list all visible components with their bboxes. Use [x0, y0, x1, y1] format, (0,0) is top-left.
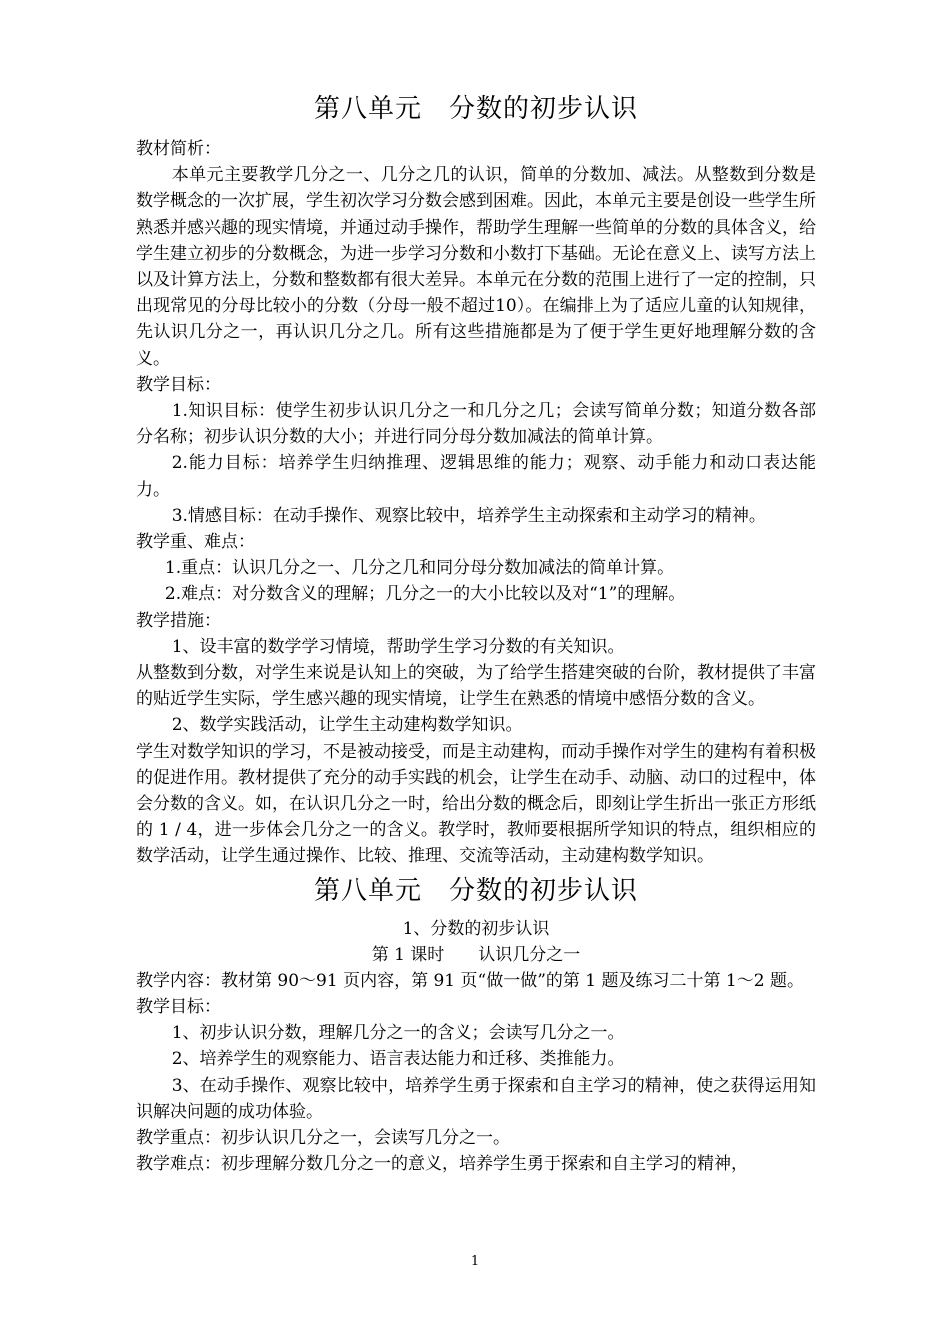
lesson-goals-heading: 教学目标： [136, 996, 221, 1017]
lesson-section: 1、分数的初步认识 [402, 918, 550, 939]
measure-1-title: 1、设丰富的数学学习情境，帮助学生学习分数的有关知识。 [171, 636, 625, 657]
section-heading-measures: 教学措施： [136, 610, 221, 631]
difficult-point: 2.难点：对分数含义的理解；几分之一的大小比较以及对“1”的理解。 [164, 584, 686, 605]
section-heading-analysis: 教材简析： [136, 139, 221, 159]
section-heading-key-points: 教学重、难点： [136, 532, 255, 553]
goal-ability: 2.能力目标：培养学生归纳推理、逻辑思维的能力；观察、动手能力和动口表达能力。 [136, 453, 816, 500]
lesson-goal-1: 1、初步认识分数，理解几分之一的含义；会读写几分之一。 [171, 1023, 625, 1044]
goal-knowledge: 1.知识目标：使学生初步认识几分之一和几分之几；会读写简单分数；知道分数各部分名称；初步认识分数的大小；并进行同分母分数加减法的简单计算。 [136, 401, 816, 448]
lesson-focus: 教学重点：初步认识几分之一，会读写几分之一。 [136, 1127, 510, 1148]
key-point: 1.重点：认识几分之一、几分之几和同分母分数加减法的简单计算。 [164, 558, 675, 579]
measure-2-body: 学生对数学知识的学习，不是被动接受，而是主动建构，而动手操作对学生的建构有着积极的促进作用。教材提供了充分的动手实践的机会，让学生在动手、动脑、动口的过程中，体会分数的含义。如，在认识几分之一时，给出分数的概念后，即刻让学生折出一张正方形纸的 1 / 4，进一步体会几分之一的含义。教学时，教师要根据所学知识的特点，组织相应的数学活动，让学生通过操作、比较、推理、交流等活动，主动建构数学知识。 [136, 741, 816, 867]
unit-title: 第八单元 分数的初步认识 [313, 94, 638, 124]
lesson-goal-3: 3、在动手操作、观察比较中，培养学生勇于探索和自主学习的精神，使之获得运用知识解决问题的成功体验。 [136, 1075, 816, 1122]
lesson-title: 第 1 课时 认识几分之一 [371, 944, 581, 965]
unit-title-repeat: 第八单元 分数的初步认识 [313, 875, 638, 906]
page-number: 1 [470, 1254, 480, 1269]
measure-2-title: 2、数学实践活动，让学生主动建构数学知识。 [171, 715, 523, 736]
goal-emotion: 3.情感目标：在动手操作、观察比较中，培养学生主动探索和主动学习的精神。 [171, 505, 766, 526]
measure-1-body: 从整数到分数，对学生来说是认知上的突破，为了给学生搭建突破的台阶，教材提供了丰富的贴近学生实际，学生感兴趣的现实情境，让学生在熟悉的情境中感悟分数的含义。 [136, 663, 816, 710]
document-body [136, 92, 816, 1177]
analysis-paragraph: 本单元主要教学几分之一、几分之几的认识，简单的分数加、减法。从整数到分数是数学概念的一次扩展，学生初次学习分数会感到困难。因此，本单元主要是创设一些学生所熟悉并感兴趣的现实情境，并通过动手操作，帮助学生理解一些简单的分数的具体含义，给学生建立初步的分数概念，为进一步学习分数和小数打下基础。无论在意义上、读写方法上以及计算方法上，分数和整数都有很大差异。本单元在分数的范围上进行了一定的控制，只出现常见的分母比较小的分数（分母一般不超过10）。在编排上为了适应儿童的认知规律，先认识几分之一，再认识几分之几。所有这些措施都是为了便于学生更好地理解分数的含义。 [136, 165, 816, 369]
section-heading-goals: 教学目标： [136, 374, 221, 395]
lesson-content: 教学内容：教材第 90～91 页内容，第 91 页“做一做”的第 1 题及练习二十第 1～2 题。 [136, 970, 804, 991]
lesson-difficulty: 教学难点：初步理解分数几分之一的意义，培养学生勇于探索和自主学习的精神， [136, 1154, 748, 1175]
lesson-goal-2: 2、培养学生的观察能力、语言表达能力和迁移、类推能力。 [171, 1049, 625, 1070]
